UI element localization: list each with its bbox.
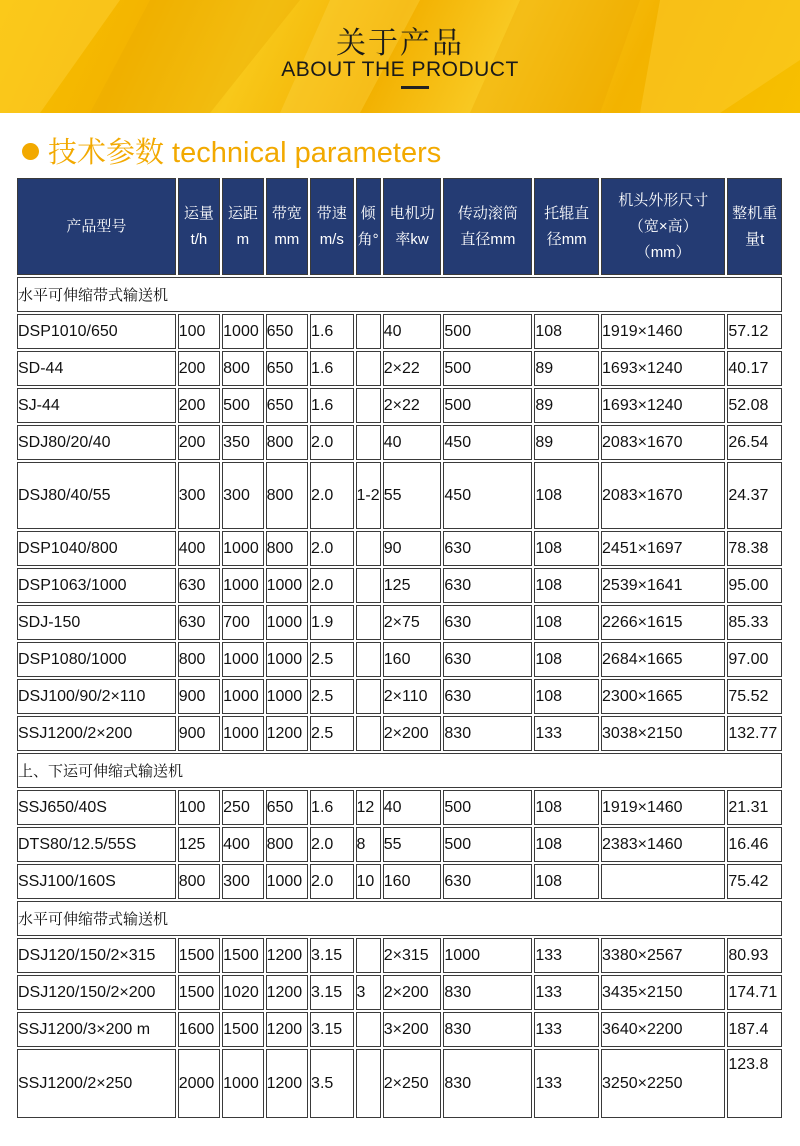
table-row [17,975,782,1010]
table-cell: 500 [443,388,532,423]
table-cell: 800 [266,827,308,862]
table-cell: 1000 [266,679,308,714]
table-cell: 108 [534,462,599,529]
column-header-line: 角° [357,230,379,248]
table-cell [601,864,725,899]
table-cell: 108 [534,864,599,899]
column-header [178,178,220,275]
table-cell: 75.42 [727,864,782,899]
table-cell: 2.0 [310,531,353,566]
table-cell: 500 [222,388,263,423]
table-cell: 3.5 [310,1049,353,1118]
category-row [17,901,782,936]
table-cell: 2083×1670 [601,462,725,529]
table-cell: 1000 [222,1049,263,1118]
table-cell: 125 [178,827,220,862]
table-cell: 1.6 [310,790,353,825]
table-cell: 16.46 [727,827,782,862]
table-cell: 52.08 [727,388,782,423]
table-cell: 830 [443,1012,532,1047]
table-cell: 650 [266,388,308,423]
table-cell: DSJ100/90/2×110 [17,679,176,714]
table-cell: 1000 [266,605,308,640]
table-cell: 2.0 [310,568,353,603]
table-cell: 630 [443,679,532,714]
table-cell [356,314,381,349]
column-header [443,178,532,275]
category-row [17,277,782,312]
table-cell: 2539×1641 [601,568,725,603]
table-row [17,531,782,566]
column-header-line: mm [274,230,300,248]
table-cell: 1000 [222,531,263,566]
table-cell: 40.17 [727,351,782,386]
table-row [17,642,782,677]
column-header [727,178,782,275]
table-cell [356,605,381,640]
table-cell: 2×22 [383,388,442,423]
table-row [17,679,782,714]
column-header [310,178,353,275]
table-cell: 400 [178,531,220,566]
table-cell: DSP1010/650 [17,314,176,349]
table-cell: 108 [534,568,599,603]
table-cell: 108 [534,679,599,714]
table-cell: 300 [222,462,263,529]
table-cell: 2×200 [383,716,442,751]
header-banner [0,0,800,113]
table-cell: 200 [178,388,220,423]
column-header-line: 运距 [227,204,258,222]
column-header-line: 托辊直 [544,204,590,222]
table-cell: 1500 [178,975,220,1010]
table-cell: 132.77 [727,716,782,751]
table-cell: 89 [534,425,599,460]
table-cell: 2451×1697 [601,531,725,566]
table-cell: 2083×1670 [601,425,725,460]
table-cell: 1200 [266,1049,308,1118]
table-row [17,462,782,529]
table-cell [356,568,381,603]
section-heading [22,132,441,168]
table-row [17,425,782,460]
table-cell: 800 [178,864,220,899]
table-cell: 3380×2567 [601,938,725,973]
table-cell: 2×110 [383,679,442,714]
table-cell: 500 [443,790,532,825]
table-cell: 830 [443,975,532,1010]
category-label: 水平可伸缩带式输送机 [17,901,782,936]
column-header-line: 带速 [316,204,347,222]
table-cell: 1600 [178,1012,220,1047]
table-cell: 3 [356,975,381,1010]
table-cell: 830 [443,1049,532,1118]
table-cell [356,1012,381,1047]
table-cell: 800 [222,351,263,386]
table-cell: 200 [178,425,220,460]
table-cell: 2.5 [310,679,353,714]
table-cell: 133 [534,938,599,973]
column-header-line: t/h [190,230,208,248]
table-cell: 40 [383,425,442,460]
table-cell: 24.37 [727,462,782,529]
column-header [534,178,599,275]
table-cell [356,1049,381,1118]
table-cell: 26.54 [727,425,782,460]
category-row [17,753,782,788]
table-cell: 174.71 [727,975,782,1010]
table-cell: SDJ80/20/40 [17,425,176,460]
column-header-line: （mm） [635,243,691,261]
table-cell [356,716,381,751]
table-cell: 830 [443,716,532,751]
table-row [17,716,782,751]
table-cell: 500 [443,351,532,386]
table-cell: 125 [383,568,442,603]
table-cell: 1000 [266,642,308,677]
table-row [17,790,782,825]
table-cell: 1.9 [310,605,353,640]
table-cell: 1020 [222,975,263,1010]
table-cell: 250 [222,790,263,825]
table-cell: 1000 [443,938,532,973]
table-cell: 1000 [266,568,308,603]
table-cell: 900 [178,679,220,714]
table-cell [356,531,381,566]
table-row [17,864,782,899]
column-header [222,178,263,275]
banner-subtitle: ABOUT THE PRODUCT [281,58,519,81]
table-cell: SDJ-150 [17,605,176,640]
table-cell [356,388,381,423]
column-header [356,178,381,275]
table-cell: 108 [534,531,599,566]
table-cell: 500 [443,314,532,349]
column-header-line: 量t [745,230,765,248]
table-cell: 650 [266,314,308,349]
table-cell: 80.93 [727,938,782,973]
table-cell: DSJ120/150/2×200 [17,975,176,1010]
table-cell: 108 [534,827,599,862]
table-cell: 300 [178,462,220,529]
table-cell: 3.15 [310,938,353,973]
table-cell: 2.0 [310,827,353,862]
category-label: 水平可伸缩带式输送机 [17,277,782,312]
table-cell: 100 [178,790,220,825]
table-cell: 85.33 [727,605,782,640]
table-cell: 133 [534,975,599,1010]
table-cell: 95.00 [727,568,782,603]
table-cell: 78.38 [727,531,782,566]
table-cell: 1000 [222,314,263,349]
table-cell: DSP1080/1000 [17,642,176,677]
table-cell: 10 [356,864,381,899]
table-cell: DSP1040/800 [17,531,176,566]
table-cell: 650 [266,790,308,825]
banner-underline [401,86,429,89]
table-row [17,938,782,973]
table-row [17,827,782,862]
table-cell: 8 [356,827,381,862]
table-cell: 40 [383,314,442,349]
table-cell: 97.00 [727,642,782,677]
section-title-text: 技术参数 technical parameters [48,136,442,169]
table-cell: 133 [534,716,599,751]
table-cell: 500 [443,827,532,862]
table-cell: 2×200 [383,975,442,1010]
table-cell: 57.12 [727,314,782,349]
table-cell: 21.31 [727,790,782,825]
table-cell: 1.6 [310,314,353,349]
table-cell: 2.0 [310,462,353,529]
table-cell: 2.5 [310,716,353,751]
table-cell: 800 [266,425,308,460]
column-header-line: 倾 [360,204,376,222]
table-cell: 3.15 [310,975,353,1010]
table-cell: 1500 [222,1012,263,1047]
table-cell: 3×200 [383,1012,442,1047]
table-cell [356,938,381,973]
column-header-line: （宽×高） [628,217,698,235]
table-cell: 1.6 [310,351,353,386]
table-cell: 2.0 [310,864,353,899]
table-cell: SD-44 [17,351,176,386]
table-cell: 630 [178,568,220,603]
column-header-line: 产品型号 [66,217,127,235]
table-cell: 3.15 [310,1012,353,1047]
table-cell: 630 [178,605,220,640]
technical-parameters-table [15,176,784,1120]
table-cell [356,642,381,677]
table-cell: 108 [534,790,599,825]
column-header [266,178,308,275]
table-cell: 2×250 [383,1049,442,1118]
table-row [17,388,782,423]
table-cell: 123.8 [727,1049,782,1118]
table-row [17,351,782,386]
table-cell: 2×22 [383,351,442,386]
table-cell: 89 [534,388,599,423]
table-cell: 1200 [266,975,308,1010]
column-header-line: 率kw [395,230,429,248]
table-cell: 75.52 [727,679,782,714]
table-cell: 3250×2250 [601,1049,725,1118]
table-cell: 187.4 [727,1012,782,1047]
table-cell: 40 [383,790,442,825]
column-header-line: 运量 [183,204,214,222]
table-header [17,178,782,275]
table-cell: 2×315 [383,938,442,973]
table-cell: 800 [266,462,308,529]
table-cell: 160 [383,642,442,677]
table-cell: 160 [383,864,442,899]
column-header-line: 整机重 [732,204,778,222]
table-cell: 630 [443,864,532,899]
table-cell: 3640×2200 [601,1012,725,1047]
table-cell: 2×75 [383,605,442,640]
table-row [17,1049,782,1118]
table-cell: 1693×1240 [601,351,725,386]
table-cell: 300 [222,864,263,899]
table-cell: 1500 [222,938,263,973]
column-header-line: 带宽 [271,204,302,222]
table-cell: 800 [266,531,308,566]
column-header-line: 传动滚筒 [457,204,518,222]
table-cell: 630 [443,568,532,603]
column-header-line: 电机功 [389,204,435,222]
table-cell: 2383×1460 [601,827,725,862]
table-cell: SSJ1200/2×250 [17,1049,176,1118]
table-cell: 1919×1460 [601,314,725,349]
table-cell: 900 [178,716,220,751]
table-cell: 3038×2150 [601,716,725,751]
column-header [17,178,176,275]
table-cell: 1500 [178,938,220,973]
table-cell: 89 [534,351,599,386]
table-cell: 1000 [266,864,308,899]
table-cell: 108 [534,605,599,640]
table-cell: SSJ100/160S [17,864,176,899]
table-cell: 3435×2150 [601,975,725,1010]
table-cell: 100 [178,314,220,349]
table-cell: SSJ650/40S [17,790,176,825]
table-cell: 1000 [222,716,263,751]
column-header-line: 机头外形尺寸 [618,191,709,209]
table-cell: 55 [383,827,442,862]
table-cell: 1200 [266,938,308,973]
table-cell: 1000 [222,568,263,603]
column-header-line: 径mm [546,230,587,248]
banner-title: 关于产品 [336,26,464,61]
table-cell: 1693×1240 [601,388,725,423]
table-cell: SSJ1200/3×200 m [17,1012,176,1047]
table-cell: 1000 [222,642,263,677]
table-cell: 1919×1460 [601,790,725,825]
table-cell: 2.0 [310,425,353,460]
table-cell: 450 [443,462,532,529]
column-header-line: m/s [319,230,344,248]
table-row [17,314,782,349]
table-body [17,277,782,1118]
table-cell: 630 [443,531,532,566]
column-header [601,178,725,275]
table-cell: 630 [443,605,532,640]
table-cell: 1000 [222,679,263,714]
table-cell: 1-2 [356,462,381,529]
table-cell: 2266×1615 [601,605,725,640]
table-cell: 200 [178,351,220,386]
table-row [17,568,782,603]
table-cell: DSP1063/1000 [17,568,176,603]
column-header [383,178,442,275]
table-cell: 630 [443,642,532,677]
table-cell: SJ-44 [17,388,176,423]
table-cell: SSJ1200/2×200 [17,716,176,751]
table-cell: DSJ80/40/55 [17,462,176,529]
table-cell: 12 [356,790,381,825]
column-header-line: m [236,230,250,248]
table-cell: 2300×1665 [601,679,725,714]
table-cell: 133 [534,1049,599,1118]
table-cell: DTS80/12.5/55S [17,827,176,862]
table-cell: 1.6 [310,388,353,423]
column-header-line: 直径mm [460,230,516,248]
table-cell: 108 [534,314,599,349]
table-cell: 2684×1665 [601,642,725,677]
table-cell [356,425,381,460]
table-cell: DSJ120/150/2×315 [17,938,176,973]
table-cell: 2.5 [310,642,353,677]
table-cell: 1200 [266,1012,308,1047]
header-row [17,178,782,275]
bullet-dot-icon [22,143,39,160]
table-cell: 800 [178,642,220,677]
table-cell: 350 [222,425,263,460]
table-cell [356,679,381,714]
table-cell: 133 [534,1012,599,1047]
table-cell: 55 [383,462,442,529]
table-row [17,1012,782,1047]
category-label: 上、下运可伸缩式输送机 [17,753,782,788]
table-cell: 2000 [178,1049,220,1118]
table-cell: 1200 [266,716,308,751]
table-cell: 700 [222,605,263,640]
table-cell: 400 [222,827,263,862]
table-cell: 108 [534,642,599,677]
table-cell: 450 [443,425,532,460]
table-row [17,605,782,640]
table-cell: 90 [383,531,442,566]
table-cell [356,351,381,386]
table-cell: 650 [266,351,308,386]
